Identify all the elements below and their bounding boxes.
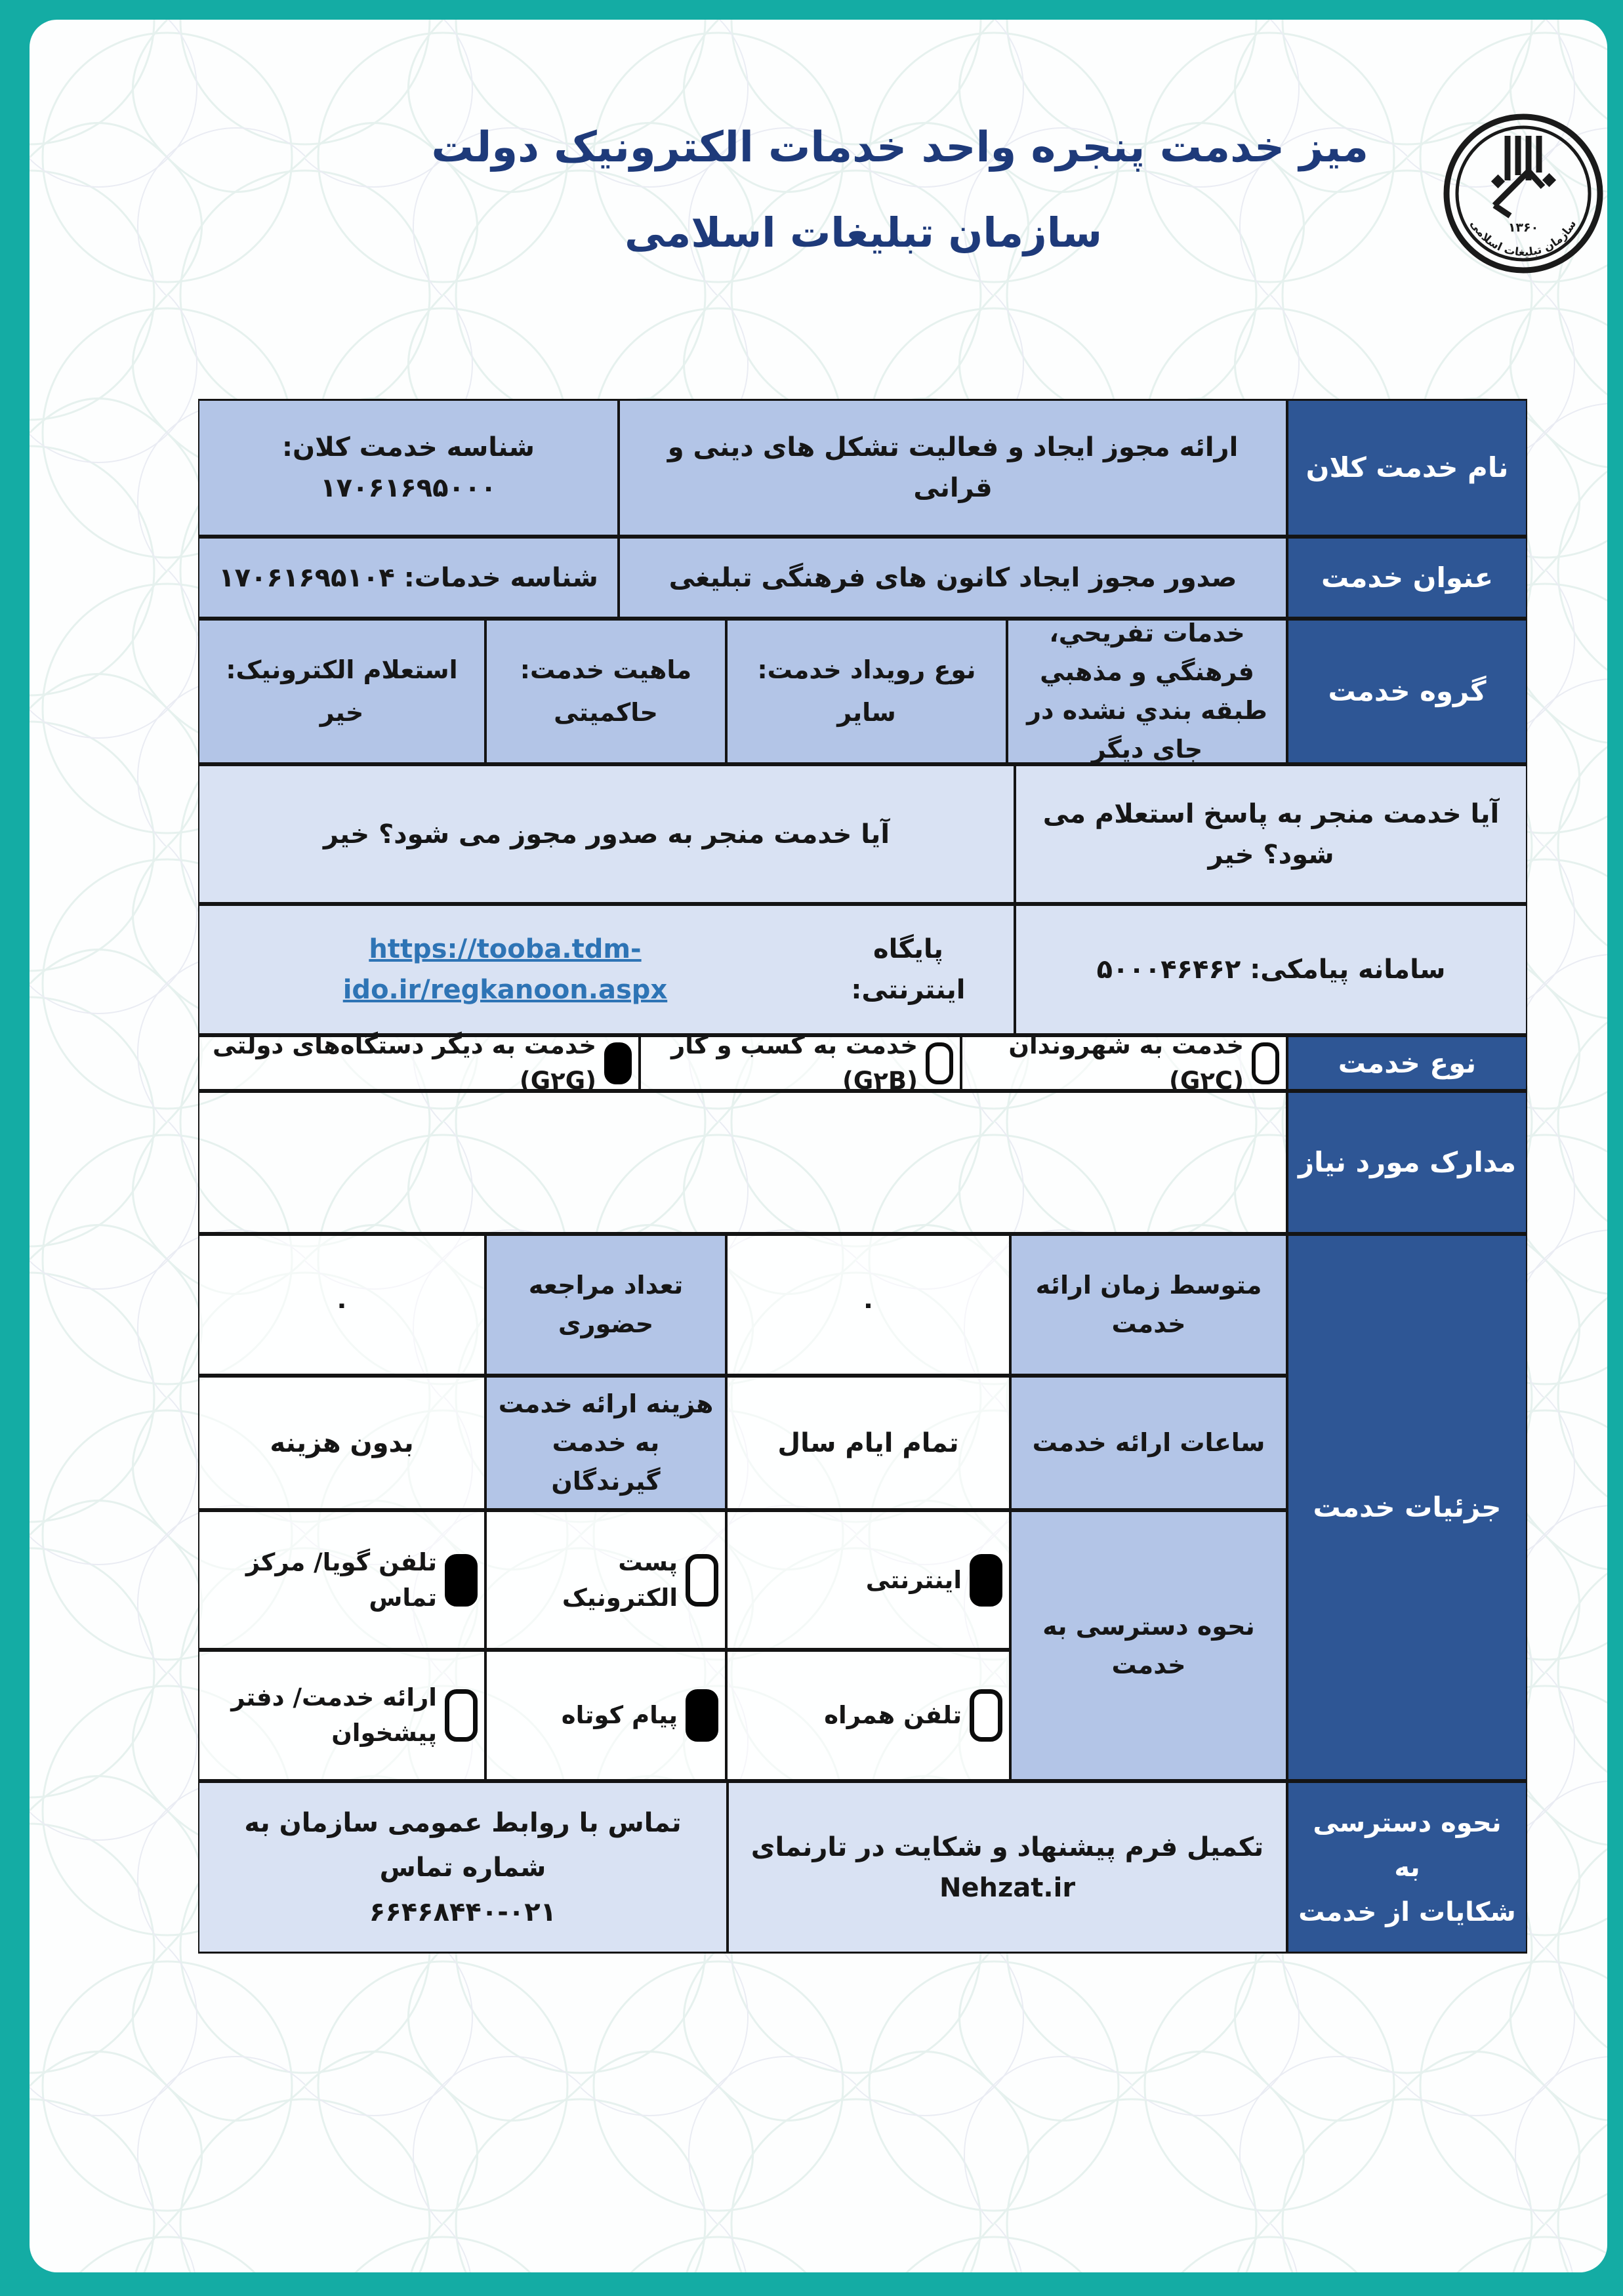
internet-label: اینترنتی bbox=[865, 1565, 962, 1594]
service-table bbox=[198, 399, 1527, 1954]
access-counter bbox=[198, 1650, 485, 1781]
email-checkbox[interactable] bbox=[686, 1554, 718, 1607]
organization-title: سازمان تبلیغات اسلامی bbox=[625, 209, 1102, 256]
complaints-header-line1: نحوه دسترسی به bbox=[1313, 1807, 1502, 1883]
logo-org-text: سازمان تبلیغات اسلامی bbox=[1467, 218, 1580, 260]
visits-label: تعداد مراجعه حضوری bbox=[485, 1234, 726, 1376]
row-service-name-header: نام خدمت کلان bbox=[1287, 399, 1527, 537]
row-service-title-id: شناسه خدمات: ۱۷۰۶۱۶۹۵۱۰۴ bbox=[198, 537, 619, 619]
row-complaints-header bbox=[1287, 1781, 1527, 1954]
website-cell bbox=[198, 904, 1015, 1035]
website-label: پایگاه اینترنتی: bbox=[851, 934, 966, 1005]
organization-logo bbox=[1441, 112, 1605, 276]
ivr-label: تلفن گویا/ مرکز تماس bbox=[245, 1548, 437, 1612]
leads-to-license: آیا خدمت منجر به صدور مجوز می شود؟ خیر bbox=[198, 764, 1015, 904]
g2b-checkbox[interactable] bbox=[926, 1042, 953, 1084]
leads-to-inquiry: آیا خدمت منجر به پاسخ استعلام می شود؟ خیر bbox=[1015, 764, 1527, 904]
avg-time-label: متوسط زمان ارائه خدمت bbox=[1010, 1234, 1287, 1376]
hours-value: تمام ایام سال bbox=[726, 1376, 1010, 1510]
complaints-phone-line1: تماس با روابط عمومی سازمان به شماره تماس bbox=[244, 1807, 682, 1883]
nature-value: حاکمیتی bbox=[554, 698, 658, 727]
documents-content bbox=[198, 1091, 1287, 1234]
hours-label: ساعات ارائه خدمت bbox=[1010, 1376, 1287, 1510]
row-service-title-header: عنوان خدمت bbox=[1287, 537, 1527, 619]
service-type-g2g bbox=[198, 1031, 640, 1095]
service-e-inquiry bbox=[198, 619, 485, 764]
row-documents-header: مدارک مورد نیاز bbox=[1287, 1091, 1527, 1234]
service-event-type bbox=[726, 619, 1007, 764]
mobile-label: تلفن همراه bbox=[824, 1701, 962, 1730]
service-group-category: خدمات تفریحي، فرهنگي و مذهبي طبقه بندي نشده در جاي دیگر bbox=[1007, 619, 1287, 764]
sms-system: سامانه پیامکی: ۵۰۰۰۴۶۴۶۲ bbox=[1015, 904, 1527, 1035]
e-inquiry-value: خیر bbox=[319, 698, 364, 727]
complaints-phone bbox=[198, 1781, 728, 1954]
mobile-checkbox[interactable] bbox=[970, 1689, 1002, 1742]
cost-value: بدون هزینه bbox=[198, 1376, 485, 1510]
g2g-label: خدمت به دیگر دستگاه‌های دولتی (G۲G) bbox=[213, 1031, 596, 1095]
email-label: پست الکترونیک bbox=[562, 1548, 678, 1612]
e-inquiry-label: استعلام الکترونیک: bbox=[226, 655, 458, 685]
page-title: میز خدمت پنجره واحد خدمات الکترونیک دولت bbox=[431, 123, 1368, 172]
nature-label: ماهیت خدمت: bbox=[520, 655, 692, 685]
g2b-label: خدمت به کسب و کار (G۲B) bbox=[670, 1031, 918, 1095]
access-ivr bbox=[198, 1510, 485, 1650]
access-email bbox=[485, 1510, 726, 1650]
logo-year: ۱۳۶۰ bbox=[1508, 220, 1539, 235]
event-type-value: سایر bbox=[837, 698, 896, 727]
row-service-type-header: نوع خدمت bbox=[1287, 1035, 1527, 1091]
row-service-title-value: صدور مجوز ایجاد کانون های فرهنگی تبلیغی bbox=[619, 537, 1287, 619]
complaints-header-line2: شکایات از خدمت bbox=[1298, 1896, 1516, 1927]
access-internet bbox=[726, 1510, 1010, 1650]
avg-time-value: ۰ bbox=[726, 1234, 1010, 1376]
counter-label: ارائه خدمت/ دفتر پیشخوان bbox=[231, 1683, 437, 1747]
g2g-checkbox[interactable] bbox=[604, 1042, 632, 1084]
access-sms bbox=[485, 1650, 726, 1781]
website-link[interactable]: https://tooba.tdm-ido.ir/regkanoon.aspx bbox=[342, 934, 668, 1005]
sms-label: پیام کوتاه bbox=[561, 1701, 678, 1730]
access-mobile bbox=[726, 1650, 1010, 1781]
sms-checkbox[interactable] bbox=[686, 1689, 718, 1742]
event-type-label: نوع رویداد خدمت: bbox=[757, 655, 976, 685]
complaints-phone-line2: ۶۶۴۶۸۴۴۰-۰۲۱ bbox=[369, 1896, 557, 1927]
counter-checkbox[interactable] bbox=[445, 1689, 478, 1742]
calligraphy-icon bbox=[1494, 136, 1543, 216]
row-service-name-id: شناسه خدمت کلان: ۱۷۰۶۱۶۹۵۰۰۰ bbox=[198, 399, 619, 537]
visits-value: ۰ bbox=[198, 1234, 485, 1376]
row-service-name-value: ارائه مجوز ایجاد و فعالیت تشکل های دینی و قرانی bbox=[619, 399, 1287, 537]
g2c-label: خدمت به شهروندان (G۲C) bbox=[1008, 1031, 1244, 1095]
ivr-checkbox[interactable] bbox=[445, 1554, 478, 1607]
access-label: نحوه دسترسی به خدمت bbox=[1010, 1510, 1287, 1781]
service-type-g2b bbox=[640, 1031, 961, 1095]
internet-checkbox[interactable] bbox=[970, 1554, 1002, 1607]
cost-label: هزینه ارائه خدمت به خدمت گیرندگان bbox=[485, 1376, 726, 1510]
service-nature bbox=[485, 619, 726, 764]
form-card bbox=[30, 20, 1607, 2272]
complaints-web: تکمیل فرم پیشنهاد و شکایت در تارنمای Nehzat.ir bbox=[728, 1781, 1287, 1954]
row-details-header: جزئیات خدمت bbox=[1287, 1234, 1527, 1781]
service-type-g2c bbox=[961, 1031, 1287, 1095]
row-service-group-header: گروه خدمت bbox=[1287, 619, 1527, 764]
g2c-checkbox[interactable] bbox=[1252, 1042, 1279, 1084]
